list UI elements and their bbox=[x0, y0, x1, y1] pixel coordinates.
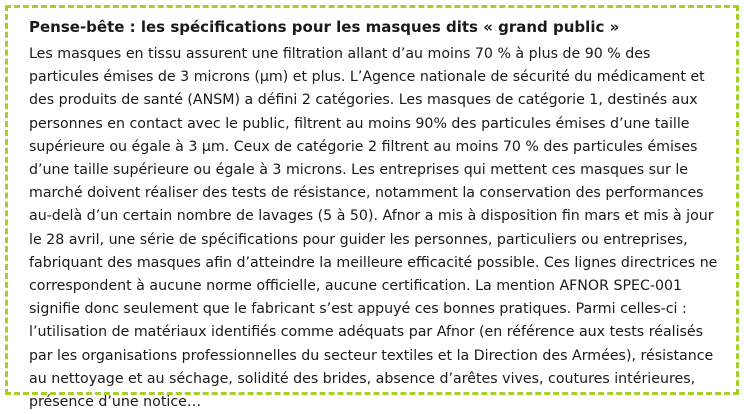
note-body: Les masques en tissu assurent une filtration allant d’au moins 70 % à plus de 90 % des particules émises de 3 microns (μm) et plus. L’Agence nationale de sécurité du médicament et des produits de santé (ANSM) a défini 2 catégories. Les masques de catégorie 1, destinés aux personnes en contact avec le public, filtrent au moins 90% des particules émises d’une taille supérieure ou égale à 3 μm. Ceux de catégorie 2 filtrent au moins 70 % des particules émises d’une taille supérieure ou égale à 3 microns. Les entreprises qui mettent ces masques sur le marché doivent réaliser des tests de résistance, notamment la conservation des performances au-delà d’un certain nombre de lavages (5 à 50). Afnor a mis à disposition fin mars et mis à jour le 28 avril, une série de spécifications pour guider les personnes, particuliers ou entreprises, fabriquant des masques afin d’atteindre la meilleure efficacité possible. Ces lignes directrices ne correspondent à aucune norme officielle, aucune certification. La mention AFNOR SPEC-001 signifie donc seulement que le fabricant s’est appuyé ces bonnes pratiques. Parmi celles-ci : l’utilisation de matériaux identifiés comme adéquats par Afnor (en référence aux tests réalisés par les organisations professionnelles du secteur textiles et la Direction des Armées), résistance au nettoyage et au séchage, solidité des brides, absence d’arêtes vives, coutures intérieures, présence d’une notice… bbox=[29, 46, 718, 411]
note-title: Pense-bête : les spécifications pour les masques dits « grand public » bbox=[29, 18, 620, 36]
reminder-box bbox=[5, 5, 739, 411]
